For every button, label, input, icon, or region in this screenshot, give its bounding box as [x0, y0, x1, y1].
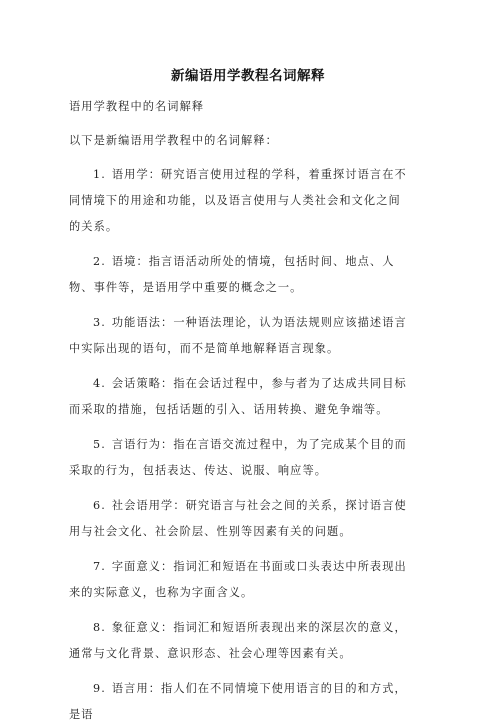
- term-definition: 社会语用学：研究语言与社会之间的关系，探讨语言使用与社会文化、社会阶层、性别等因素有关的问题。: [69, 499, 407, 538]
- term-item: [69, 493, 409, 545]
- term-definition: 字面意义：指词汇和短语在书面或口头表达中所表现出来的实际意义，也称为字面含义。: [69, 560, 407, 599]
- term-definition: 语用学：研究语言使用过程的学科，着重探讨语言在不同情境下的用途和功能，以及语言使用与人类社会和文化之间的关系。: [69, 168, 407, 233]
- term-item: [69, 676, 409, 728]
- term-number: 9.: [93, 682, 106, 695]
- term-definition: 语境：指言语活动所处的情境，包括时间、地点、人物、事件等，是语用学中重要的概念之一。: [69, 255, 395, 294]
- term-item: [69, 432, 409, 484]
- term-number: 5.: [93, 438, 106, 451]
- term-item: [69, 162, 409, 240]
- term-item: [69, 310, 409, 362]
- term-definition: 象征意义：指词汇和短语所表现出来的深层次的意义，通常与文化背景、意识形态、社会心理等因素有关。: [69, 621, 407, 660]
- term-item: [69, 554, 409, 606]
- intro-paragraph: [69, 128, 409, 154]
- intro-text: 以下是新编语用学教程中的名词解释：: [69, 134, 278, 147]
- term-number: 1.: [93, 168, 106, 181]
- term-definition: 会话策略：指在会话过程中，参与者为了达成共同目标而采取的措施，包括话题的引入、话用转换、避免争端等。: [69, 377, 407, 416]
- intro-paragraph: [69, 94, 409, 120]
- term-number: 8.: [93, 621, 106, 634]
- document-title: 新编语用学教程名词解释: [171, 68, 325, 84]
- term-number: 2.: [93, 255, 106, 268]
- term-number: 7.: [93, 560, 106, 573]
- term-definition: 言语行为：指在言语交流过程中，为了完成某个目的而采取的行为，包括表达、传达、说服、响应等。: [69, 438, 407, 477]
- intro-text: 语用学教程中的名词解释: [69, 100, 205, 113]
- term-definition: 功能语法：一种语法理论，认为语法规则应该描述语言中实际出现的语句，而不是简单地解释语言现象。: [69, 316, 407, 355]
- term-number: 4.: [93, 377, 106, 390]
- term-item: [69, 249, 409, 301]
- document-body: [69, 94, 409, 728]
- term-item: [69, 615, 409, 667]
- term-item: [69, 371, 409, 423]
- term-definition: 语言用：指人们在不同情境下使用语言的目的和方式，是语: [69, 682, 407, 721]
- term-number: 3.: [93, 316, 106, 329]
- term-number: 6.: [93, 499, 106, 512]
